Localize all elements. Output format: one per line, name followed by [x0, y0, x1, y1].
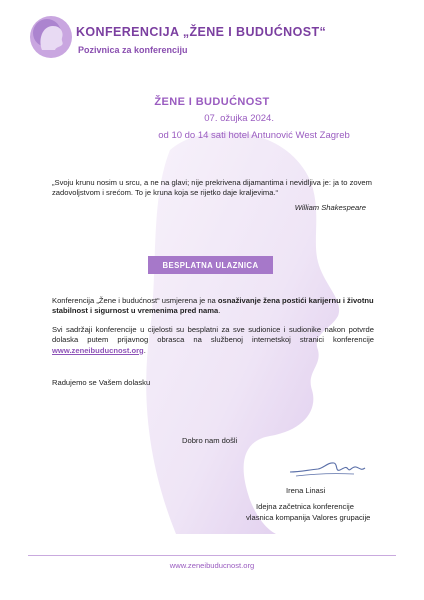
handwritten-signature [288, 454, 370, 480]
intro-emphasis: osnaživanje žena postići karijernu i životnu stabilnost i sigurnost u vremenima pred nama [52, 296, 374, 316]
signer-name: Irena Linasi [286, 486, 326, 495]
intro-text: Konferencija „Žene i budućnost“ usmjerena je na [52, 296, 218, 305]
registration-text: Svi sadržaji konferencije u cijelosti su besplatni za sve sudionice i sudionike nakon potvrde dolaska putem prijavnog obrasca na službenoj internetskoj stranici konferencije [52, 325, 374, 345]
header-title: KONFERENCIJA „ŽENE I BUDUĆNOST“ [76, 25, 327, 39]
event-title: ŽENE I BUDUĆNOST [154, 96, 270, 108]
intro-end: . [218, 306, 221, 316]
intro-paragraph [52, 296, 374, 317]
welcome-line: Radujemo se Vašem dolasku [52, 378, 151, 387]
signer-role-line-1: Idejna začetnica konferencije [256, 502, 354, 511]
footer-divider [28, 555, 396, 556]
footer-website-link[interactable]: www.zeneibuducnost.org [169, 561, 255, 570]
website-link[interactable]: www.zeneibuducnost.org [52, 345, 144, 355]
greeting: Dobro nam došli [182, 436, 238, 445]
quote-text: „Svoju krunu nosim u srcu, a ne na glavi; nije prekrivena dijamantima i nevidljiva je: ja to zovem zadovoljstvom i srećom. To je kruna koja se rijetko daje kraljevima.“ [52, 178, 372, 197]
registration-paragraph [52, 325, 374, 356]
registration-end: . [143, 345, 146, 355]
quote-author: William Shakespeare [294, 203, 366, 212]
signer-role-line-2: vlasnica kompanija Valores grupacije [246, 513, 371, 522]
conference-logo-icon [28, 14, 74, 60]
header [28, 14, 408, 62]
event-place: od 10 do 14 sati hotel Antunović West Zagreb [158, 130, 350, 141]
event-date: 07. ožujka 2024. [204, 113, 274, 124]
header-subtitle: Pozivnica za konferenciju [78, 45, 188, 55]
free-ticket-button[interactable]: BESPLATNA ULAZNICA [148, 256, 273, 274]
